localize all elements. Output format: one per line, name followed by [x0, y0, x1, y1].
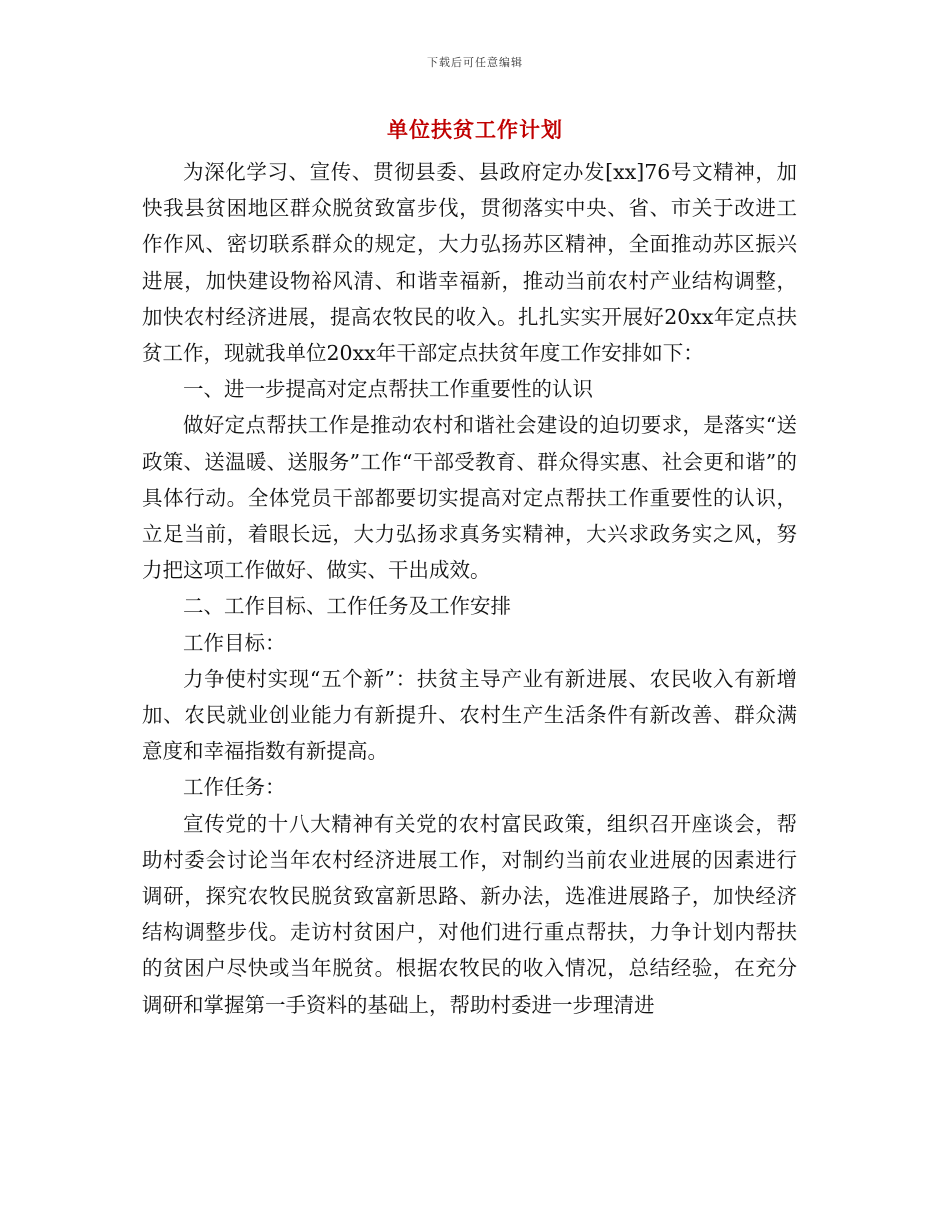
- section-heading-2: 二、工作目标、工作任务及工作安排: [183, 594, 511, 619]
- subheading-goals: 工作目标：: [183, 630, 286, 655]
- paragraph-goals: 力争使村实现“五个新”：扶贫主导产业有新进展、农民收入有新增加、农民就业创业能力有新提升、农村生产生活条件有新改善、群众满意度和幸福指数有新提高。: [142, 666, 797, 764]
- document-body: [142, 154, 797, 1023]
- document-title: 单位扶贫工作计划: [387, 118, 563, 142]
- header-note: 下载后可任意编辑: [427, 56, 523, 69]
- paragraph-intro: 为深化学习、宣传、贯彻县委、县政府定办发[xx]76号文精神，加快我县贫困地区群众脱贫致富步伐，贯彻落实中央、省、市关于改进工作作风、密切联系群众的规定，大力弘扬苏区精神，全面推动苏区振兴进展，加快建设物裕风清、和谐幸福新，推动当前农村产业结构调整，加快农村经济进展，提高农牧民的收入。扎扎实实开展好20xx年定点扶贫工作，现就我单位20xx年干部定点扶贫年度工作安排如下：: [142, 160, 797, 366]
- subheading-tasks: 工作任务：: [183, 775, 286, 800]
- section-heading-1: 一、进一步提高对定点帮扶工作重要性的认识: [183, 377, 593, 402]
- paragraph-tasks: 宣传党的十八大精神有关党的农村富民政策，组织召开座谈会，帮助村委会讨论当年农村经济进展工作，对制约当前农业进展的因素进行调研，探究农牧民脱贫致富新思路、新办法，选准进展路子，加快经济结构调整步伐。走访村贫困户，对他们进行重点帮扶，力争计划内帮扶的贫困户尽快或当年脱贫。根据农牧民的收入情况，总结经验，在充分调研和掌握第一手资料的基础上，帮助村委进一步理清进: [142, 811, 797, 1017]
- paragraph-section-1: 做好定点帮扶工作是推动农村和谐社会建设的迫切要求，是落实“送政策、送温暖、送服务”工作“干部受教育、群众得实惠、社会更和谐”的具体行动。全体党员干部都要切实提高对定点帮扶工作重要性的认识，立足当前，着眼长远，大力弘扬求真务实精神，大兴求政务实之风，努力把这项工作做好、做实、干出成效。: [142, 413, 797, 583]
